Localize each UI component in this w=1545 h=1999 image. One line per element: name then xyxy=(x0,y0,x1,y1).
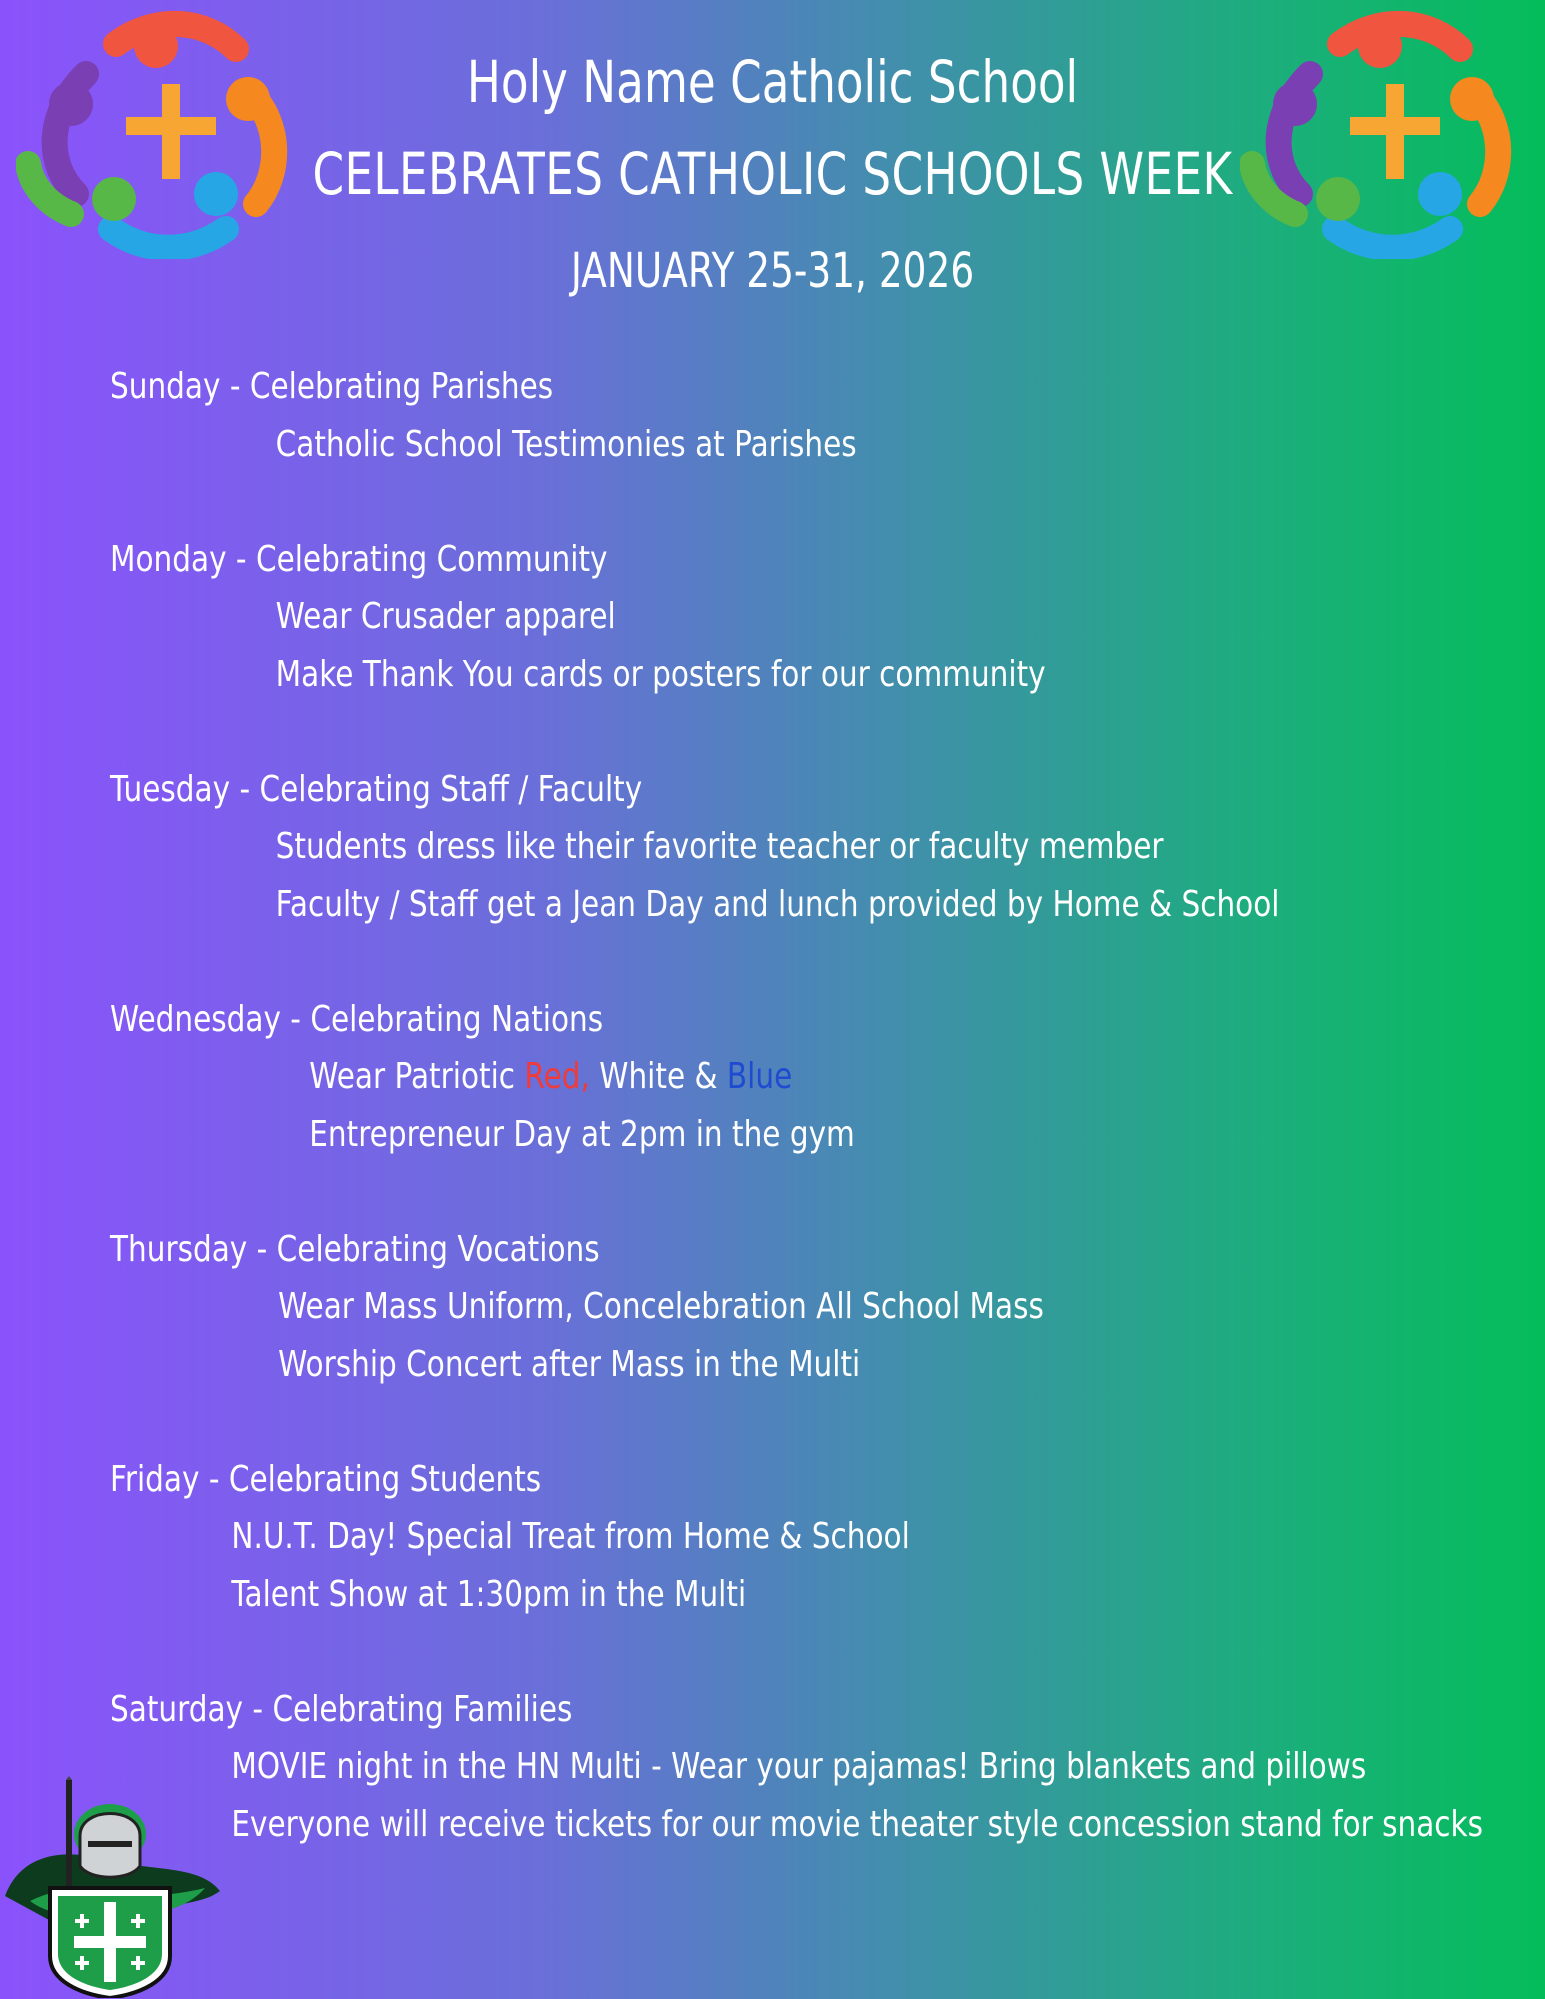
community-cross-logo-icon xyxy=(16,4,300,259)
thursday-item: Wear Mass Uniform, Concelebration All School Mass xyxy=(278,1286,1044,1327)
wednesday-item: Entrepreneur Day at 2pm in the gym xyxy=(309,1113,855,1155)
monday-title: Monday - Celebrating Community xyxy=(110,538,608,580)
friday-item: Talent Show at 1:30pm in the Multi xyxy=(231,1573,747,1615)
saturday-item: MOVIE night in the HN Multi - Wear your pajamas! Bring blankets and pillows xyxy=(231,1746,1367,1787)
community-cross-logo-icon xyxy=(1240,4,1524,259)
crusader-knight-icon xyxy=(0,1776,225,1998)
red-word: Red, xyxy=(524,1056,590,1097)
sunday-item: Catholic School Testimonies at Parishes xyxy=(275,423,857,465)
week-schedule xyxy=(110,358,1530,1853)
tuesday-item: Students dress like their favorite teacher or faculty member xyxy=(275,826,1164,867)
friday-title: Friday - Celebrating Students xyxy=(110,1458,542,1500)
saturday-item: Everyone will receive tickets for our movie theater style concession stand for snacks xyxy=(231,1803,1484,1845)
monday-item: Wear Crusader apparel xyxy=(275,596,616,637)
event-dates: JANUARY 25-31, 2026 xyxy=(570,243,975,299)
saturday-title: Saturday - Celebrating Families xyxy=(110,1688,573,1730)
thursday-title: Thursday - Celebrating Vocations xyxy=(110,1228,600,1270)
blue-word: Blue xyxy=(726,1056,793,1097)
wednesday-wear-line xyxy=(110,1048,1274,1106)
sunday-title: Sunday - Celebrating Parishes xyxy=(110,366,554,407)
wednesday-title: Wednesday - Celebrating Nations xyxy=(110,998,604,1040)
thursday-item: Worship Concert after Mass in the Multi xyxy=(278,1343,861,1385)
tuesday-title: Tuesday - Celebrating Staff / Faculty xyxy=(110,768,643,810)
tuesday-item: Faculty / Staff get a Jean Day and lunch provided by Home & School xyxy=(275,883,1280,925)
white-word: White & xyxy=(589,1056,727,1097)
school-name: Holy Name Catholic School xyxy=(466,48,1079,116)
monday-item: Make Thank You cards or posters for our community xyxy=(275,653,1046,695)
event-title: CELEBRATES CATHOLIC SCHOOLS WEEK xyxy=(312,140,1233,208)
friday-item: N.U.T. Day! Special Treat from Home & School xyxy=(231,1516,910,1557)
wear-prefix: Wear Patriotic xyxy=(309,1056,525,1097)
